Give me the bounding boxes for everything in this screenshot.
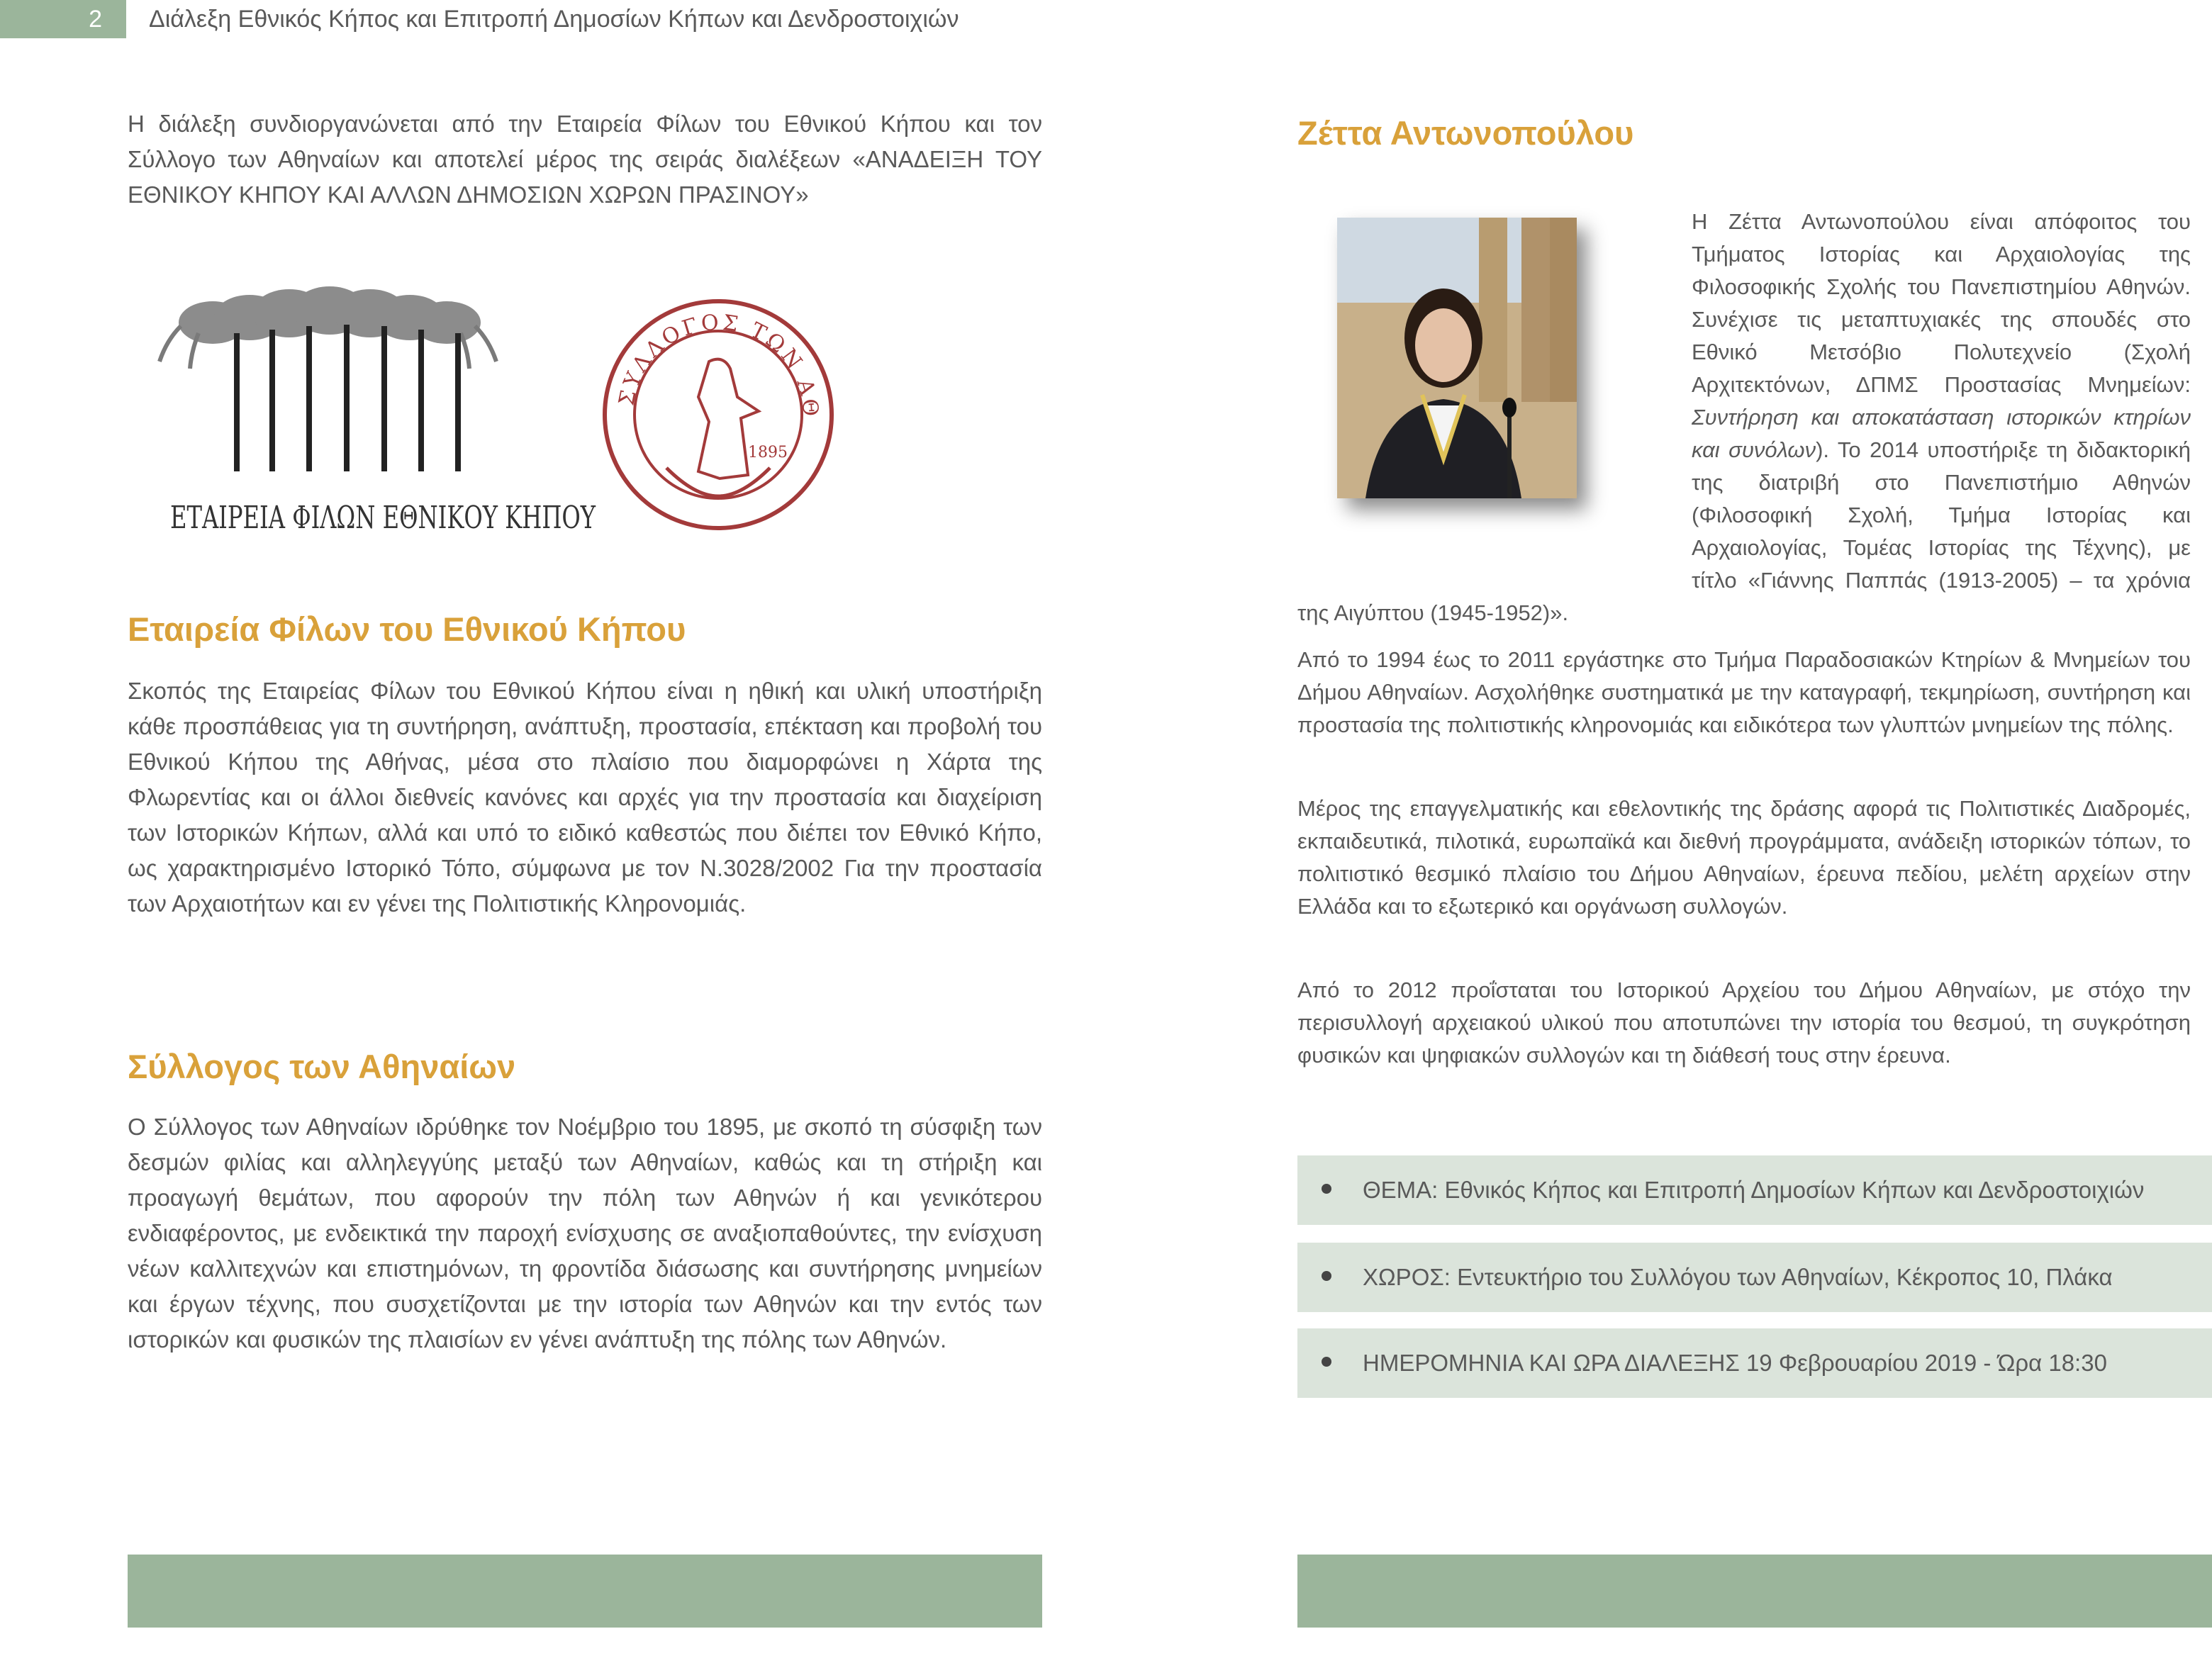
section2-body — [128, 1109, 1042, 1357]
bio-paragraph-4 — [1297, 974, 2191, 1072]
bio-p3: Μέρος της επαγγελματικής και εθελοντικής της δράσης αφορά τις Πολιτιστικές Διαδρομές, εκπαιδευτικά, πιλοτικά, ευρωπαϊκά και διεθνή προγράμματα, ανάδειξη ιστορικών τόπων, το πολιτιστικό θεσμικό πλαίσιο του Δήμου Αθηναίων, έρευνα πεδίου, μελέτη αρχείων στην Ελλάδα και το εξωτερικό και οργάνωση συλλογών. — [1297, 796, 2191, 919]
info-date-text: ΗΜΕΡΟΜΗΝΙΑ ΚΑΙ ΩΡΑ ΔΙΑΛΕΞΗΣ 19 Φεβρουαρίου 2019 - Ώρα 18:30 — [1363, 1350, 2107, 1376]
info-date — [1297, 1328, 2212, 1398]
section1-title: Εταιρεία Φίλων του Εθνικού Κήπου — [128, 610, 686, 648]
info-venue — [1297, 1243, 2212, 1312]
intro-block — [128, 106, 1042, 213]
seal-text: ΣΥΛΛΟΓΟΣ ΤΩΝ ΑΘ — [614, 310, 823, 420]
section1 — [128, 608, 1042, 651]
seal-year: 1895 — [748, 444, 788, 461]
section2-title: Σύλλογος των Αθηναίων — [128, 1048, 516, 1085]
info-venue-text: ΧΩΡΟΣ: Εντευκτήριο του Συλλόγου των Αθηναίων, Κέκροπος 10, Πλάκα — [1363, 1264, 2113, 1290]
page-number: 2 — [0, 0, 126, 38]
running-title: Διάλεξη Εθνικός Κήπος και Επιτροπή Δημοσίων Κήπων και Δενδροστοιχιών — [149, 6, 959, 33]
section1-body — [128, 673, 1042, 922]
bullet-icon — [1322, 1357, 1331, 1367]
bio-p1-a: Η Ζέττα Αντωνοπούλου είναι απόφοιτος του Τμήματος Ιστορίας και Αρχαιολογίας της Φιλοσοφικής Σχολής του Πανεπιστημίου Αθηνών. Συνέχισε τις μεταπτυχιακές της σπουδές στο Εθνικό Μετσόβιο Πολυτεχνείο (Σχολή Αρχιτεκτόνων, ΔΠΜΣ Προστασίας Μνημείων: — [1692, 209, 2191, 397]
speaker-heading-block — [1297, 112, 2191, 155]
section1-paragraph: Σκοπός της Εταιρείας Φίλων του Εθνικού Κήπου είναι η ηθική και υλική υποστήριξη κάθε προσπάθειας για τη συντήρηση, ανάπτυξη, προστασία, επέκταση και προβολή του Εθνικού Κήπου της Αθήνας, μέσα στο πλαίσιο που διαμορφώνει η Χάρτα της Φλωρεντίας και οι άλλοι διεθνείς κανόνες και αρχές για την προστασία και διαχείριση των Ιστορικών Κήπων, αλλά και υπό το ειδικό καθεστώς που διέπει τον Εθνικό Κήπο, ως χαρακτηρισμένο Ιστορικό Τόπο, σύμφωνα με τον Ν.3028/2002 Για την προστασία των Αρχαιοτήτων και εν γένει της Πολιτιστικής Κληρονομιάς. — [128, 678, 1042, 917]
logo1-caption: ΕΤΑΙΡΕΙΑ ΦΙΛΩΝ ΕΘΝΙΚΟΥ ΚΗΠΟΥ — [170, 500, 596, 536]
bio-p4: Από το 2012 προΐσταται του Ιστορικού Αρχείου του Δήμου Αθηναίων, με στόχο την περισυλλογή αρχειακού υλικού που αποτυπώνει την ιστορία του θεσμού, τη συγκρότηση φυσικών και ψηφιακών συλλογών και τη διάθεσή τους στην έρευνα. — [1297, 978, 2191, 1068]
bio-p2: Από το 1994 έως το 2011 εργάστηκε στο Τμήμα Παραδοσιακών Κτηρίων & Μνημείων του Δήμου Αθηναίων. Ασχολήθηκε συστηματικά με την καταγραφή, τεκμηρίωση, συντήρηση και προστασία της πολιτιστικής κληρονομιάς και ειδικότερα των γλυπτών μνημείων της πόλης. — [1297, 647, 2191, 737]
intro-paragraph: Η διάλεξη συνδιοργανώνεται από την Εταιρεία Φίλων του Εθνικού Κήπου και τον Σύλλογο των Αθηναίων και αποτελεί μέρος της σειράς διαλέξεων «ΑΝΑΔΕΙΞΗ ΤΟΥ ΕΘΝΙΚΟΥ ΚΗΠΟΥ ΚΑΙ ΑΛΛΩΝ ΔΗΜΟΣΙΩΝ ΧΩΡΩΝ ΠΡΑΣΙΝΟΥ» — [128, 111, 1042, 208]
bullet-icon — [1322, 1271, 1331, 1281]
bio-paragraph-3 — [1297, 793, 2191, 923]
bio-p1-b: ). Το 2014 υποστήριξε τη διδακτορική της διατριβή στο Πανεπιστήμιο Αθηνών (Φιλοσοφική Σχολή, Τμήμα Ιστορίας και Αρχαιολογίας, Τομέας Ιστορίας της Τέχνης), με τίτλο «Γιάννης Παππάς (1913-2005) – τα χρόνια της Αιγύπτου (1945-1952)». — [1297, 437, 2191, 625]
bio-paragraph-1 — [1297, 206, 2191, 629]
section2 — [128, 1046, 1042, 1088]
photo-spacer — [1297, 206, 1692, 597]
bio-paragraph-2 — [1297, 644, 2191, 741]
info-topic — [1297, 1155, 2212, 1225]
logos-row — [128, 284, 907, 553]
speaker-name: Ζέττα Αντωνοπούλου — [1297, 114, 1634, 152]
info-topic-text: ΘΕΜΑ: Εθνικός Κήπος και Επιτροπή Δημοσίων Κήπων και Δενδροστοιχιών — [1363, 1177, 2145, 1203]
bio-p1-italic: Συντήρηση και αποκατάσταση ιστορικών κτηρίων και συνόλων — [1692, 405, 2191, 462]
palm-trees-icon — [160, 286, 496, 471]
logos-graphic — [128, 284, 907, 553]
footer-bar-right — [1297, 1555, 2212, 1628]
footer-bar-left — [128, 1555, 1042, 1628]
bullet-icon — [1322, 1184, 1331, 1194]
section2-paragraph: Ο Σύλλογος των Αθηναίων ιδρύθηκε τον Νοέμβριο του 1895, με σκοπό τη σύσφιξη των δεσμών φιλίας και αλληλεγγύης μεταξύ των Αθηναίων, καθώς και τη στήριξη και προαγωγή θεμάτων, που αφορούν την πόλη των Αθηνών ή και γενικότερου ενδιαφέροντος, με ενδεικτικά την παροχή ενίσχυσης σε αναξιοπαθούντες, την ενίσχυση νέων καλλιτεχνών και επιστημόνων, τη φροντίδα διάσωσης και συντήρησης μνημείων και έργων τέχνης, που συσχετίζονται με την ιστορία των Αθηνών και την εντός των ιστορικών και φυσικών της πλαισίων εν γένει ανάπτυξη της πόλης των Αθηνών. — [128, 1114, 1042, 1353]
